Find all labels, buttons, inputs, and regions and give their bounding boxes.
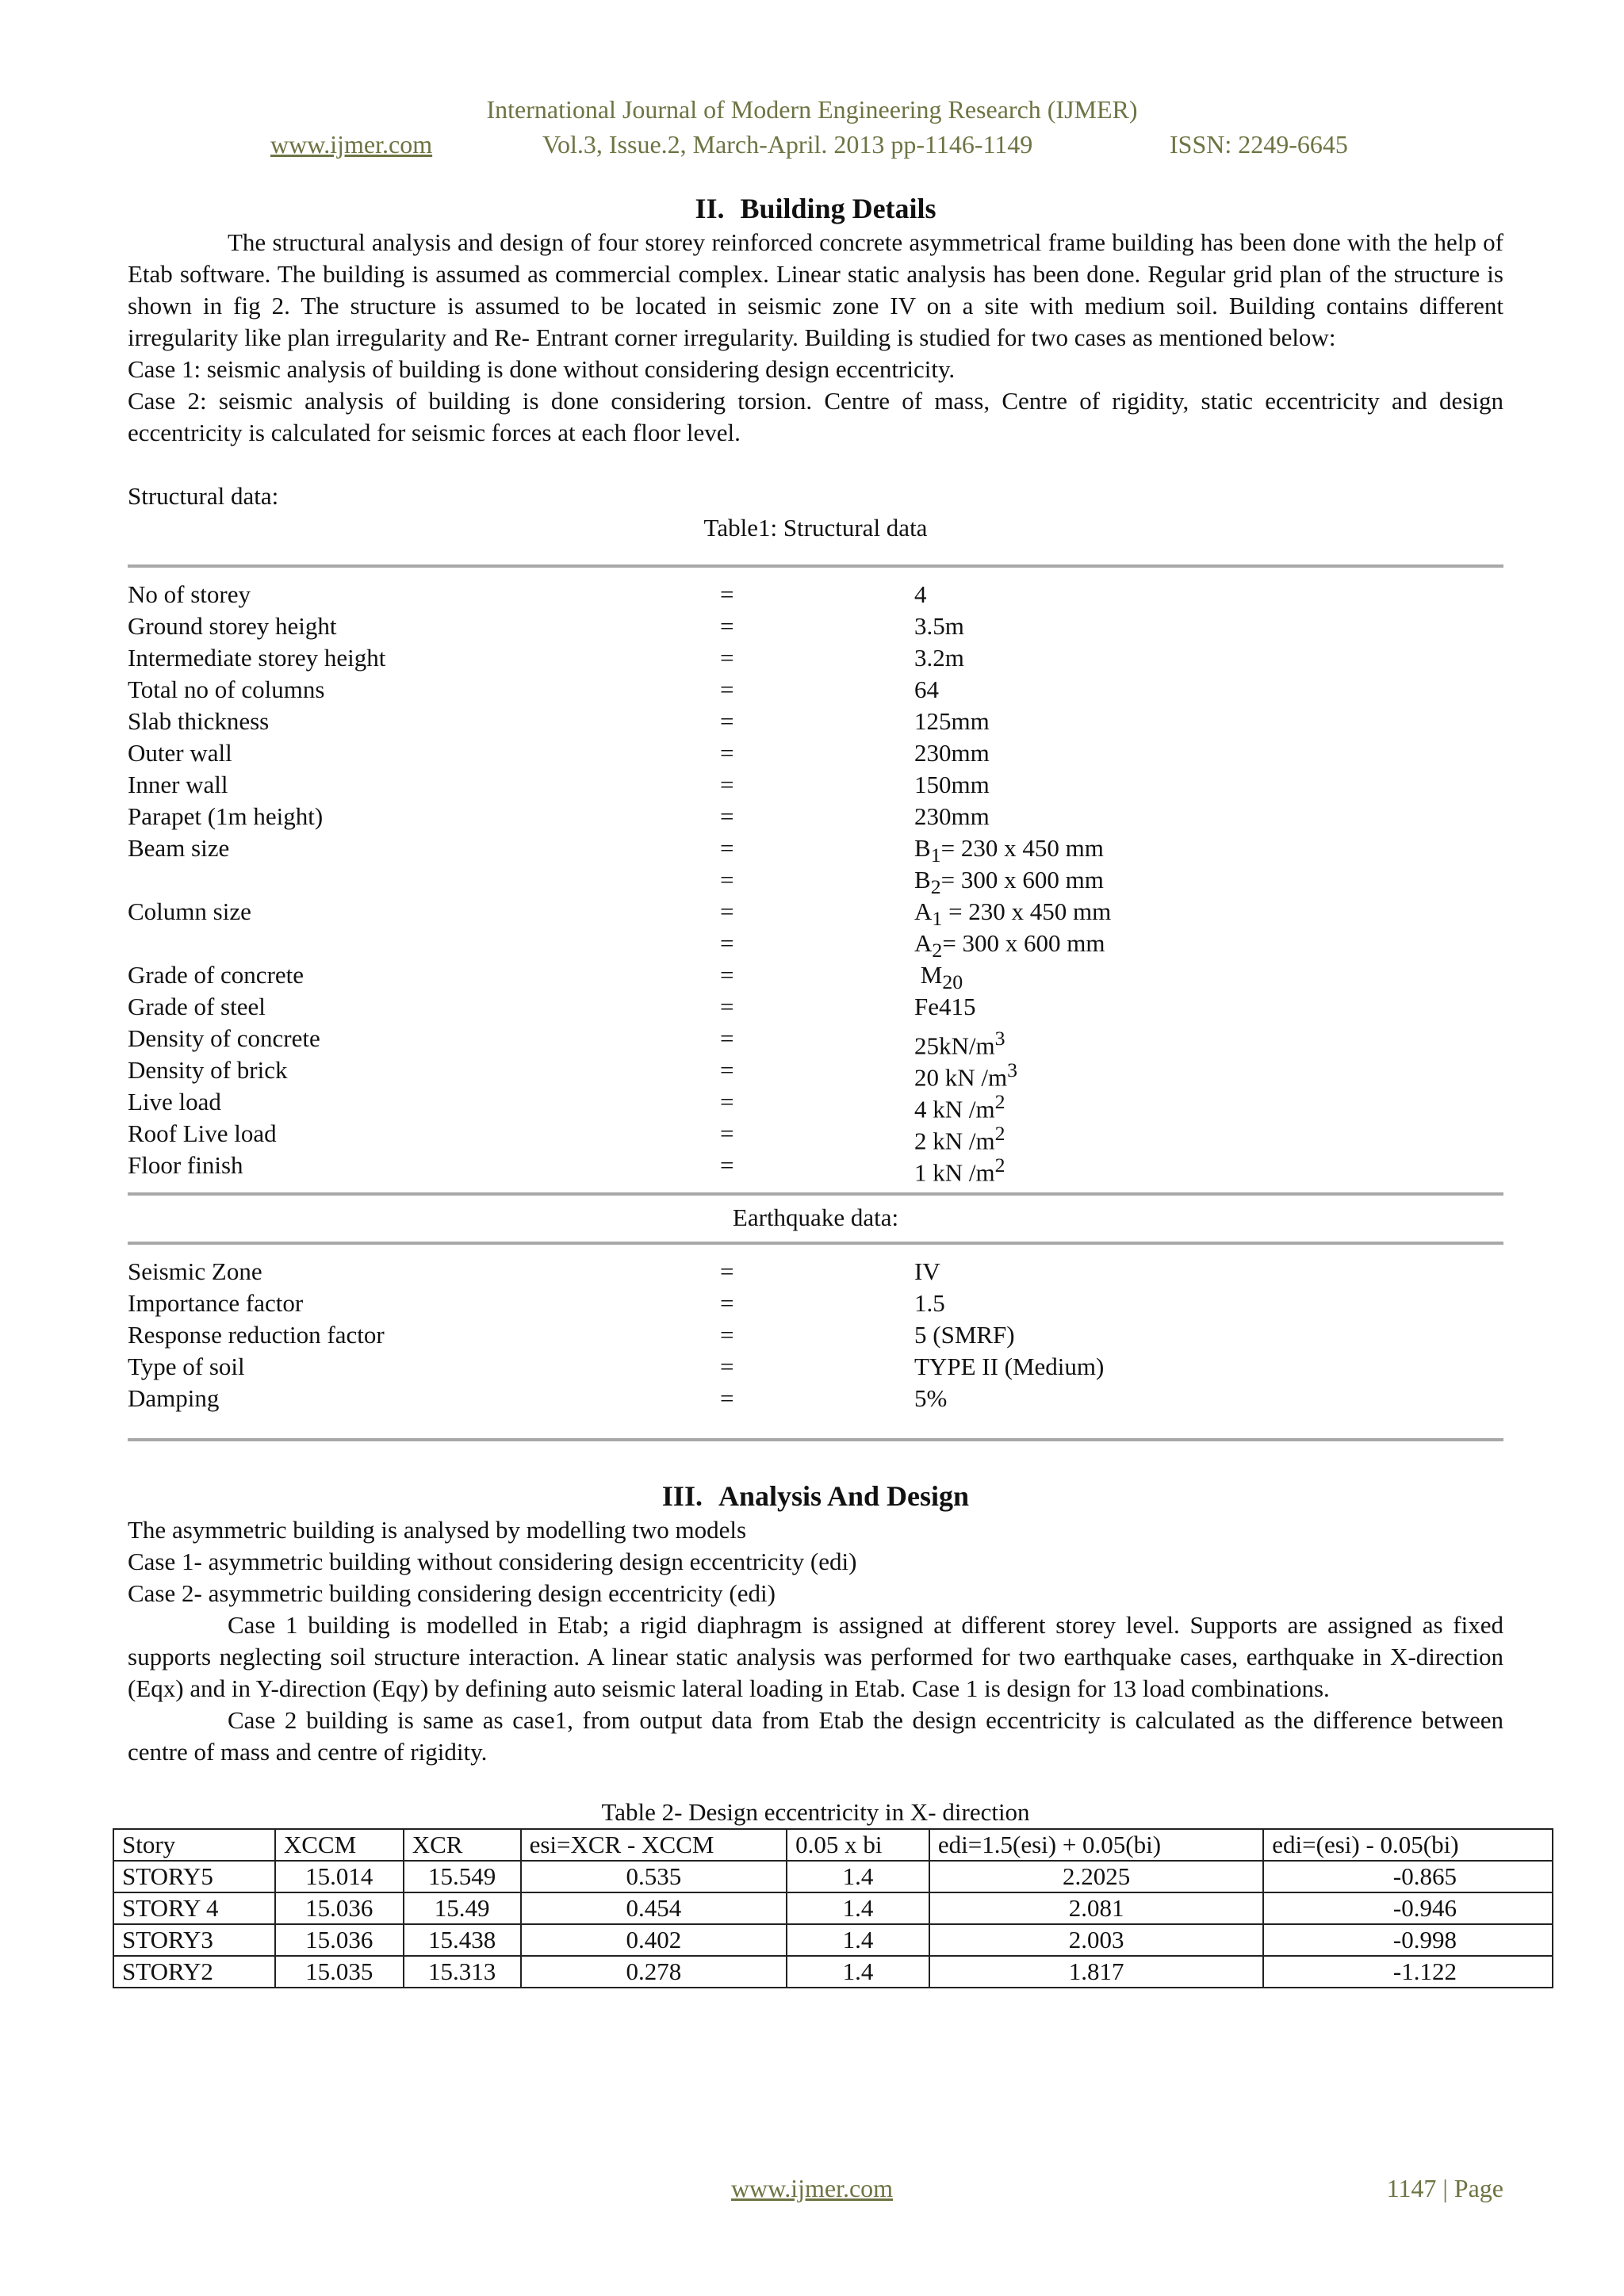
section-2-title: Building Details	[740, 193, 936, 224]
header-issn: ISSN: 2249-6645	[1170, 130, 1348, 159]
section-3-title: Analysis And Design	[718, 1480, 970, 1512]
footer-website-link[interactable]: www.ijmer.com	[730, 2174, 894, 2202]
section-3-paragraph-1: Case 1 building is modelled in Etab; a rigid diaphragm is assigned at different storey level. Supports are assigned as fixed supports neglecting soil structure interaction. A linear static analysis was performed for two earthquake cases, earthquake in X-direction (Eqx) and in Y-direction (Eqy) by defining auto seismic lateral loading in Etab. Case 1 is design for 13 load combinations.	[128, 1611, 1503, 1702]
table-row: Type of soil = TYPE II (Medium)	[128, 1353, 1105, 1380]
table-row: STORY3 15.036 15.438 0.402 1.4 2.003 -0.998	[113, 1924, 1553, 1956]
table-row-steel-grade: Grade of steel = Fe415	[128, 993, 976, 1020]
earthquake-top-rule	[128, 1242, 1503, 1245]
table-row-concrete-grade: Grade of concrete = $M_{20}$	[128, 961, 963, 994]
table-1-top-rule	[128, 564, 1503, 568]
table-row-density-concrete: Density of concrete = $25kN/m^3$	[128, 1024, 1005, 1060]
table-row: Outer wall = 230mm	[128, 739, 990, 767]
table-row: Ground storey height = 3.5m	[128, 612, 964, 640]
table-row-roof-live-load: Roof Live load = 2 kN $/m^2$	[128, 1119, 1005, 1155]
section-2-heading	[128, 190, 1503, 227]
design-eccentricity-table	[113, 1828, 1553, 1988]
table-header-row	[113, 1829, 1553, 1861]
table-1-mid-rule	[128, 1192, 1503, 1196]
journal-meta-line	[0, 130, 1624, 162]
section-2-paragraph: The structural analysis and design of four storey reinforced concrete asymmetrical frame building has been done with the help of Etab software. The building is assumed as commercial complex. Linear static analysis has been done. Regular grid plan of the structure is shown in fig 2. The structure is assumed to be located in seismic zone IV on a site with medium soil. Building contains different irregularity like plan irregularity and Re- Entrant corner irregularity. Building is studied for two cases as mentioned below:	[128, 228, 1503, 351]
table-1-caption: Table1: Structural data	[703, 514, 928, 541]
page-content	[122, 190, 1503, 1988]
table-row: STORY 4 15.036 15.49 0.454 1.4 2.081 -0.946	[113, 1892, 1553, 1924]
section-3-heading	[128, 1478, 1503, 1514]
table-row-column-a2: = $A_2= 300$ x 600 mm	[720, 929, 1105, 962]
table-row-beam-b2: = $B_2= 300$ x 600 mm	[720, 866, 1104, 899]
table-row: Response reduction factor = 5 (SMRF)	[128, 1321, 1015, 1349]
earthquake-bottom-rule	[128, 1438, 1503, 1441]
table-row: Inner wall = 150mm	[128, 771, 990, 798]
section-3-line-3: Case 2- asymmetric building considering design eccentricity (edi)	[128, 1579, 776, 1607]
table-row: STORY5 15.014 15.549 0.535 1.4 2.2025 -0.865	[113, 1861, 1553, 1892]
table-row-floor-finish: Floor finish = 1 kN $/m^2$	[128, 1151, 1005, 1187]
section-3-paragraph-2: Case 2 building is same as case1, from output data from Etab the design eccentricity is calculated as the difference between centre of mass and centre of rigidity.	[128, 1706, 1503, 1766]
column-header: edi=1.5(esi) + 0.05(bi)	[929, 1829, 1263, 1861]
column-header: edi=(esi) - 0.05(bi)	[1263, 1829, 1553, 1861]
table-row-column-a1: Column size = $A_1 = 230$ x 450 mm	[128, 897, 1112, 931]
section-3-number: III.	[661, 1480, 703, 1512]
column-header: XCCM	[275, 1829, 404, 1861]
table-row-density-brick: Density of brick = 20 kN $/m^3$	[128, 1056, 1018, 1092]
column-header: Story	[113, 1829, 275, 1861]
table-row: Parapet (1m height) = 230mm	[128, 802, 990, 830]
section-2-number: II.	[695, 193, 725, 224]
structural-data-table	[128, 579, 1503, 1187]
table-row: Intermediate storey height = 3.2m	[128, 644, 964, 672]
table-2-caption: Table 2- Design eccentricity in X- direction	[601, 1798, 1030, 1826]
case-1-description: Case 1: seismic analysis of building is done without considering design eccentricity.	[128, 355, 956, 383]
table-row-live-load: Live load = 4 kN $/m^2$	[128, 1088, 1005, 1123]
journal-title: International Journal of Modern Engineering Research (IJMER)	[486, 95, 1138, 124]
section-3-line-1: The asymmetric building is analysed by modelling two models	[128, 1516, 747, 1544]
column-header: XCR	[404, 1829, 521, 1861]
header-volume: Vol.3, Issue.2, March-April. 2013 pp-1146-1149	[542, 130, 1033, 159]
column-header: esi=XCR - XCCM	[521, 1829, 787, 1861]
column-header: 0.05 x bi	[787, 1829, 929, 1861]
header-website-link[interactable]: www.ijmer.com	[270, 130, 433, 159]
table-row: Total no of columns = 64	[128, 675, 939, 703]
table-row-beam-b1: Beam size = $B_1= 230$ x 450 mm	[128, 834, 1104, 867]
earthquake-data-table	[128, 1256, 1503, 1414]
structural-data-label: Structural data:	[128, 482, 279, 510]
section-3-line-2: Case 1- asymmetric building without considering design eccentricity (edi)	[128, 1548, 857, 1575]
table-row: Damping = 5%	[128, 1384, 948, 1412]
page-number: 1147 | Page	[1386, 2174, 1503, 2202]
table-row: Seismic Zone = IV	[128, 1257, 940, 1285]
table-row: STORY2 15.035 15.313 0.278 1.4 1.817 -1.122	[113, 1956, 1553, 1988]
earthquake-data-caption: Earthquake data:	[732, 1203, 899, 1231]
table-row: Slab thickness = 125mm	[128, 707, 990, 735]
case-2-description: Case 2: seismic analysis of building is done considering torsion. Centre of mass, Centre of rigidity, static eccentricity and design eccentricity is calculated for seismic forces at each floor level.	[128, 387, 1503, 446]
table-row: Importance factor = 1.5	[128, 1289, 945, 1317]
table-row: No of storey = 4	[128, 580, 927, 608]
